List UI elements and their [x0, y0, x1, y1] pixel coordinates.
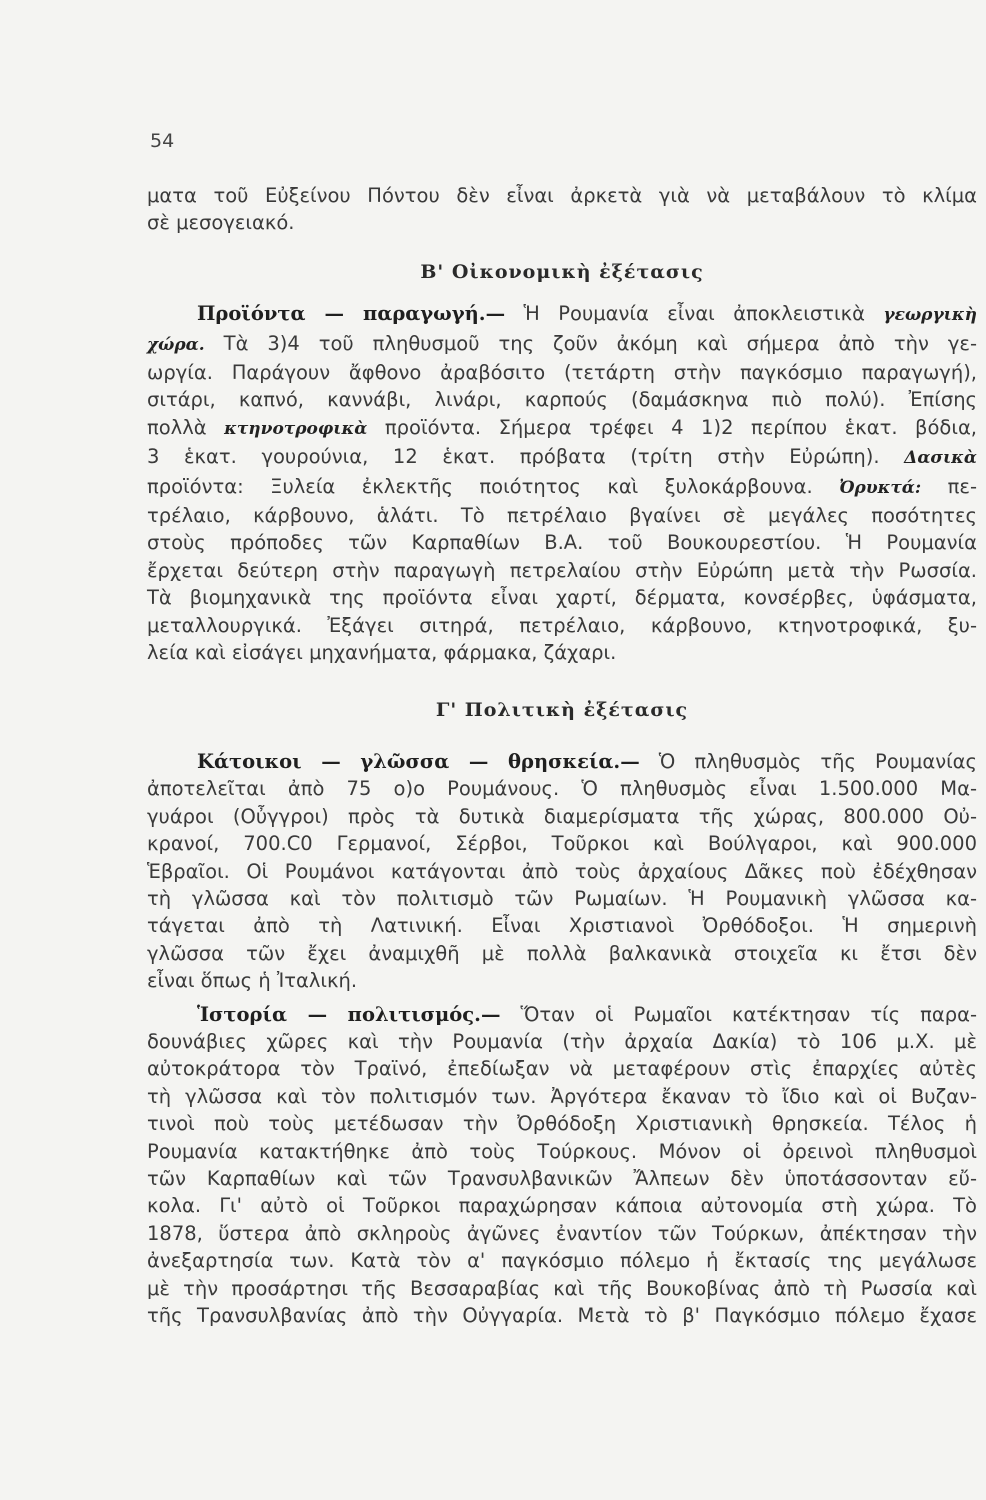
paragraph-term: Ἱστορία — πολιτισμός.—	[197, 1002, 501, 1026]
text-line: τῶν Καρπαθίων καὶ τῶν Τρανσυλβανικῶν Ἄλπεων δὲν ὑποτάσσονταν εὔ-	[147, 1167, 977, 1190]
text-line	[147, 473, 977, 502]
text-line: 1878, ὕστερα ἀπὸ σκληροὺς ἀγῶνες ἐναντίον τῶν Τούρκων, ἀπέκτησαν τὴν	[147, 1221, 977, 1245]
text-line	[147, 748, 977, 775]
paragraph-inhabitants	[147, 748, 977, 995]
text-line: τὴ γλῶσσα καὶ τὸν πολιτισμόν των. Ἀργότερα ἔκαναν τὸ ἴδιο καὶ οἱ Βυζαν-	[147, 1084, 977, 1108]
text-line: στοὺς πρόποδες τῶν Καρπαθίων Β.Α. τοῦ Βουκουρεστίου. Ἡ Ρουμανία	[147, 531, 977, 555]
text-line	[147, 414, 977, 443]
text-line: κολα. Γι' αὐτὸ οἱ Τοῦρκοι παραχώρησαν κάποια αὐτονομία στὴ χώρα. Τὸ	[147, 1194, 977, 1218]
text-line: Ἑβραῖοι. Οἱ Ρουμάνοι κατάγονται ἀπὸ τοὺς ἀρχαίους Δᾶκες ποὺ ἐδέχθησαν	[147, 859, 977, 883]
paragraph-term: Κάτοικοι — γλῶσσα — θρησκεία.—	[197, 749, 640, 773]
text-line: τῆς Τρανσυλβανίας ἀπὸ τὴν Οὐγγαρία. Μετὰ τὸ β' Παγκόσμιο πόλεμο ἔχασε	[147, 1304, 977, 1328]
text-line: Τὰ βιομηχανικὰ της προϊόντα εἶναι χαρτί, δέρματα, κονσέρβες, ὑφάσματα,	[147, 586, 977, 610]
text-line: τρέλαιο, κάρβουνο, ἁλάτι. Τὸ πετρέλαιο βγαίνει σὲ μεγάλες ποσότητες	[147, 504, 977, 528]
text-line	[147, 443, 977, 472]
text-run: Ὁ πληθυσμὸς τῆς Ρουμανίας	[639, 749, 977, 773]
text-line	[147, 1001, 977, 1028]
text-run: πε-	[921, 474, 977, 498]
text-line: Ρουμανία κατακτήθηκε ἀπὸ τοὺς Τούρκους. Μόνον οἱ ὀρεινοὶ πληθυσμοὶ	[147, 1139, 977, 1163]
text-line	[147, 300, 977, 329]
text-run: Ἡ Ρουμανία εἶναι ἀποκλειστικὰ	[505, 302, 884, 326]
text-line: δουνάβιες χῶρες καὶ τὴν Ρουμανία (τὴν ἀρχαία Δακία) τὸ 106 μ.Χ. μὲ	[147, 1029, 977, 1053]
text-line: ματα τοῦ Εὐξείνου Πόντου δὲν εἶναι ἀρκετὰ γιὰ νὰ μεταβάλουν τὸ κλίμα	[147, 184, 977, 207]
text-run: Ὅταν οἱ Ρωμαῖοι κατέκτησαν τίς παρα-	[500, 1002, 977, 1026]
emphasis-term: Δασικὰ	[904, 448, 977, 469]
text-line: μὲ τὴν προσάρτησι τῆς Βεσσαραβίας καὶ τῆς Βουκοβίνας ἀπὸ τὴ Ρωσσία καὶ	[147, 1276, 977, 1300]
text-line: κρανοί, 700.C0 Γερμανοί, Σέρβοι, Τοῦρκοι καὶ Βούλγαροι, καὶ 900.000	[147, 832, 977, 856]
page-body	[147, 182, 977, 1329]
text-run: προϊόντα. Σήμερα τρέφει 4 1)2 περίπου ἑκατ. βόδια,	[367, 415, 978, 439]
text-line: ἀνεξαρτησία των. Κατὰ τὸν α' παγκόσμιο πόλεμο ἡ ἔκτασίς της μεγάλωσε	[147, 1249, 977, 1273]
text-line: σιτάρι, καπνό, καννάβι, λινάρι, καρπούς (δαμάσκηνα πιὸ πολύ). Ἐπίσης	[147, 388, 977, 412]
text-line: τὴ γλῶσσα καὶ τὸν πολιτισμὸ τῶν Ρωμαίων. Ἡ Ρουμανικὴ γλῶσσα κα-	[147, 886, 977, 910]
emphasis-term: Ὀρυκτά:	[839, 477, 922, 498]
text-line: λεία καὶ εἰσάγει μηχανήματα, φάρμακα, ζάχαρι.	[147, 641, 617, 665]
section-heading-economic: Β' Οἰκονομικὴ ἐξέτασις	[420, 260, 704, 283]
emphasis-term: κτηνοτροφικὰ	[224, 418, 368, 439]
paragraph-products	[147, 300, 977, 666]
text-line: αὐτοκράτορα τὸν Τραϊνό, ἐπεδίωξαν νὰ μεταφέρουν στὶς ἐπαρχίες αὐτὲς	[147, 1057, 977, 1081]
section-heading-political: Γ' Πολιτικὴ ἐξέτασις	[435, 698, 689, 721]
text-line: σὲ μεσογειακό.	[147, 211, 295, 235]
text-line: γλῶσσα τῶν ἔχει ἀναμιχθῆ μὲ πολλὰ βαλκανικὰ στοιχεῖα κι ἔτσι δὲν	[147, 941, 977, 965]
paragraph-term: Προϊόντα — παραγωγή.—	[197, 302, 506, 326]
text-line: ἀποτελεῖται ἀπὸ 75 ο)ο Ρουμάνους. Ὁ πληθυσμὸς εἶναι 1.500.000 Μα-	[147, 777, 977, 801]
text-line: ωργία. Παράγουν ἄφθονο ἀραβόσιτο (τετάρτη στὴν παγκόσμιο παραγωγή),	[147, 361, 977, 385]
emphasis-term: γεωργικὴ	[883, 305, 977, 326]
text-run: πολλὰ	[147, 415, 225, 439]
text-run: προϊόντα: Ξυλεία ἐκλεκτῆς ποιότητος καὶ ξυλοκάρβουνα.	[147, 474, 840, 498]
text-line: μεταλλουργικά. Ἐξάγει σιτηρά, πετρέλαιο, κάρβουνο, κτηνοτροφικά, ξυ-	[147, 613, 977, 637]
text-run: 3 ἑκατ. γουρούνια, 12 ἑκατ. πρόβατα (τρίτη στὴν Εὐρώπη).	[147, 445, 905, 469]
text-line	[147, 330, 977, 359]
page-number: 54	[150, 130, 175, 152]
text-line: εἶναι ὅπως ἡ Ἰταλική.	[147, 969, 358, 993]
text-line: γυάροι (Οὖγγροι) πρὸς τὰ δυτικὰ διαμερίσματα τῆς χώρας, 800.000 Οὐ-	[147, 804, 977, 828]
emphasis-term: χώρα.	[147, 334, 205, 355]
paragraph-history	[147, 1001, 977, 1330]
intro-paragraph	[147, 182, 977, 237]
text-line: τάγεται ἀπὸ τὴ Λατινική. Εἶναι Χριστιανοὶ Ὀρθόδοξοι. Ἡ σημερινὴ	[147, 914, 977, 938]
text-run: Τὰ 3)4 τοῦ πληθυσμοῦ της ζοῦν ἀκόμη καὶ σήμερα ἀπὸ τὴν γε-	[204, 331, 977, 355]
text-line: τινοὶ ποὺ τοὺς μετέδωσαν τὴν Ὀρθόδοξη Χριστιανικὴ θρησκεία. Τέλος ἡ	[147, 1112, 977, 1136]
text-line: ἔρχεται δεύτερη στὴν παραγωγὴ πετρελαίου στὴν Εὐρώπη μετὰ τὴν Ρωσσία.	[147, 558, 977, 582]
